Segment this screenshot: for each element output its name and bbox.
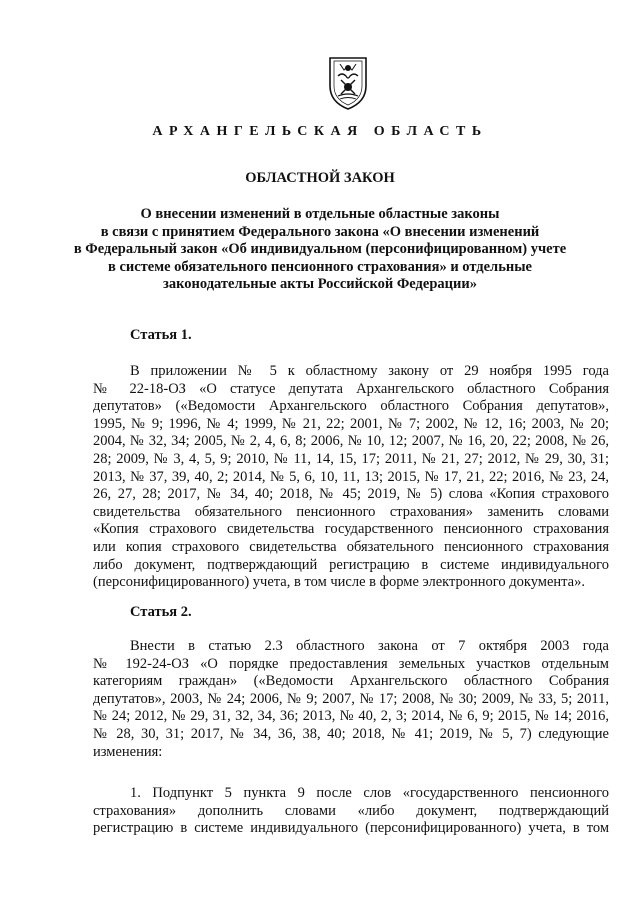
document-type: ОБЛАСТНОЙ ЗАКОН [245, 170, 395, 186]
text-line: 28; 2009, № 3, 4, 5, 9; 2010, № 11, 14, 15, 17; 2011, № 21, 27; 2012, № 29, 30, 31; [93, 450, 609, 467]
text-line: либо документ, подтверждающий регистрацию в системе индивидуального [93, 556, 609, 573]
text-line: «Копия страхового свидетельства государственного пенсионного страхования [93, 521, 609, 538]
title-line: О внесении изменений в отдельные областные законы [140, 206, 500, 222]
text-line: 2004, № 32, 34; 2005, № 2, 4, 6, 8; 2006, № 10, 12; 2007, № 16, 20, 22; 2008, № 26, [93, 433, 609, 450]
article-2-heading: Статья 2. [130, 604, 192, 620]
text-line: 1995, № 9; 1996, № 4; 1999, № 21, 22; 2001, № 7; 2002, № 12, 16; 2003, № 20; [93, 415, 609, 432]
text-line: свидетельства обязательного пенсионного страхования» заменить словами [93, 503, 609, 520]
document-title [60, 206, 580, 294]
article-1-text [93, 363, 609, 592]
text-line: 2013, № 37, 39, 40, 2; 2014, № 5, 6, 10, 11, 13; 2015, № 17, 21, 22; 2016, № 23, 24, [93, 468, 609, 485]
region-name: АРХАНГЕЛЬСКАЯ ОБЛАСТЬ [152, 124, 488, 139]
text-line: депутатов» («Ведомости Архангельского областного Собрания депутатов», [93, 398, 609, 415]
text-line: изменения: [93, 743, 163, 760]
text-line: № 22-18-ОЗ «О статусе депутата Архангельского областного Собрания [93, 380, 609, 397]
text-line: (персонифицированного) учета, в том числе в форме электронного документа». [93, 574, 585, 591]
text-line: страхования» дополнить словами «либо документ, подтверждающий [93, 802, 609, 819]
text-line: 26, 27, 28; 2017, № 34, 40; 2018, № 45; 2019, № 5) слова «Копия страхового [93, 486, 609, 503]
title-line: законодательные акты Российской Федерации» [163, 276, 477, 292]
text-line: 1. Подпункт 5 пункта 9 после слов «государственного пенсионного [130, 785, 609, 801]
text-line: или копия страхового свидетельства обязательного пенсионного страхования [93, 538, 609, 555]
text-line: Внести в статью 2.3 областного закона от 7 октября 2003 года [130, 638, 609, 654]
text-line: № 28, 30, 31; 2017, № 34, 36, 38, 40; 2018, № 41; 2019, № 5, 7) следующие [93, 725, 609, 742]
title-line: в системе обязательного пенсионного страхования» и отдельные [108, 258, 532, 275]
text-line: В приложении № 5 к областному закону от 29 ноября 1995 года [130, 363, 609, 379]
title-line: в Федеральный закон «Об индивидуальном (персонифицированном) учете [73, 241, 567, 257]
coat-of-arms-icon [324, 52, 372, 112]
article-2-text [93, 638, 609, 761]
text-line: № 24; 2012, № 29, 31, 32, 34, 36; 2013, № 40, 2, 3; 2014, № 6, 9; 2015, № 14; 2016, [93, 708, 609, 725]
item-1-text [93, 785, 609, 838]
text-line: категориям граждан» («Ведомости Архангельского областного Собрания [93, 673, 609, 690]
article-1-heading: Статья 1. [130, 327, 192, 343]
title-line: в связи с принятием Федерального закона «О внесении изменений [100, 223, 540, 240]
text-line: регистрацию в системе индивидуального (персонифицированного) учета, в том [93, 820, 609, 837]
text-line: депутатов», 2003, № 24; 2006, № 9; 2007, № 17; 2008, № 30; 2009, № 33, 5; 2011, [93, 690, 609, 707]
text-line: № 192-24-ОЗ «О порядке предоставления земельных участков отдельным [93, 655, 609, 672]
